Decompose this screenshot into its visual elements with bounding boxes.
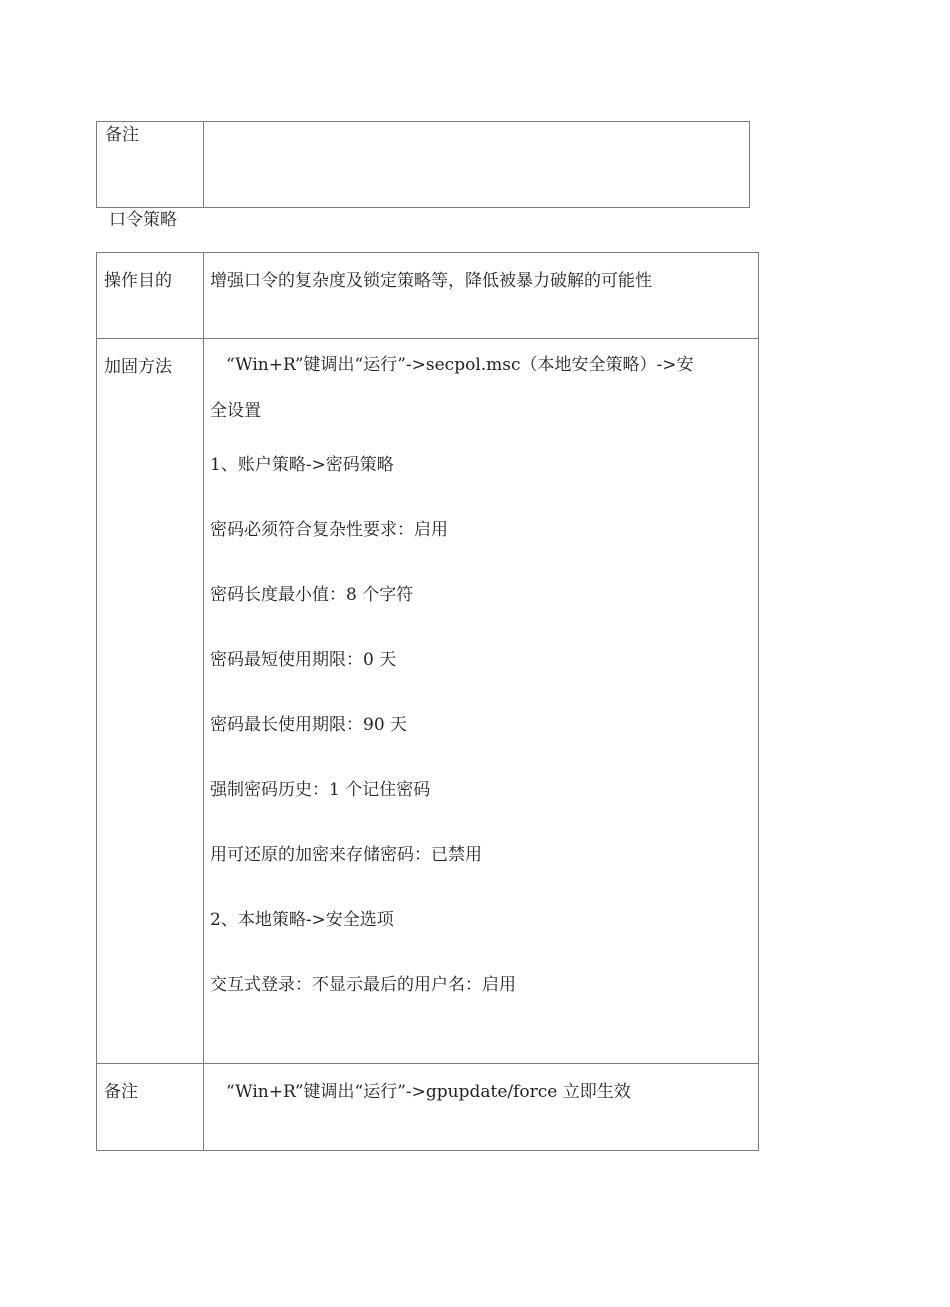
- note-text: “Win+R”键调出“运行”->gpupdate/force 立即生效: [226, 1082, 631, 1102]
- purpose-label: 操作目的: [104, 271, 172, 291]
- purpose-label-cell: [97, 253, 204, 339]
- method-item: 交互式登录：不显示最后的用户名：启用: [210, 975, 516, 995]
- method-intro: [210, 339, 758, 434]
- method-body: [204, 339, 758, 996]
- password-policy-table: [96, 252, 759, 1151]
- notes-label-cell: [97, 122, 204, 208]
- notes-label: 备注: [105, 125, 139, 145]
- notes-table: [96, 121, 750, 208]
- method-item: 用可还原的加密来存储密码：已禁用: [210, 845, 482, 865]
- method-intro-line-1: “Win+R”键调出“运行”->secpol.msc（本地安全策略）->安: [226, 355, 694, 375]
- method-label: 加固方法: [104, 357, 172, 377]
- method-item: 密码最长使用期限：90 天: [210, 715, 408, 735]
- method-item: 1、账户策略->密码策略: [210, 455, 394, 475]
- purpose-row: [97, 253, 759, 339]
- notes-row: [97, 122, 750, 208]
- method-item: 2、本地策略->安全选项: [210, 910, 394, 930]
- note-row: [97, 1064, 759, 1151]
- purpose-text: 增强口令的复杂度及锁定策略等，降低被暴力破解的可能性: [210, 271, 652, 291]
- method-row: [97, 339, 759, 1064]
- method-item: 密码必须符合复杂性要求：启用: [210, 520, 448, 540]
- purpose-value-cell: [204, 253, 759, 339]
- method-item: 强制密码历史：1 个记住密码: [210, 780, 431, 800]
- note-label-cell: [97, 1064, 204, 1151]
- method-value-cell: [204, 339, 759, 1064]
- note-label: 备注: [104, 1082, 138, 1102]
- note-value-cell: [204, 1064, 759, 1151]
- method-item: 密码长度最小值：8 个字符: [210, 585, 414, 605]
- method-intro-line-2: 全设置: [210, 401, 261, 421]
- section-title: 口令策略: [109, 210, 177, 230]
- method-item: 密码最短使用期限：0 天: [210, 650, 397, 670]
- notes-value-cell: [204, 122, 750, 208]
- method-label-cell: [97, 339, 204, 1064]
